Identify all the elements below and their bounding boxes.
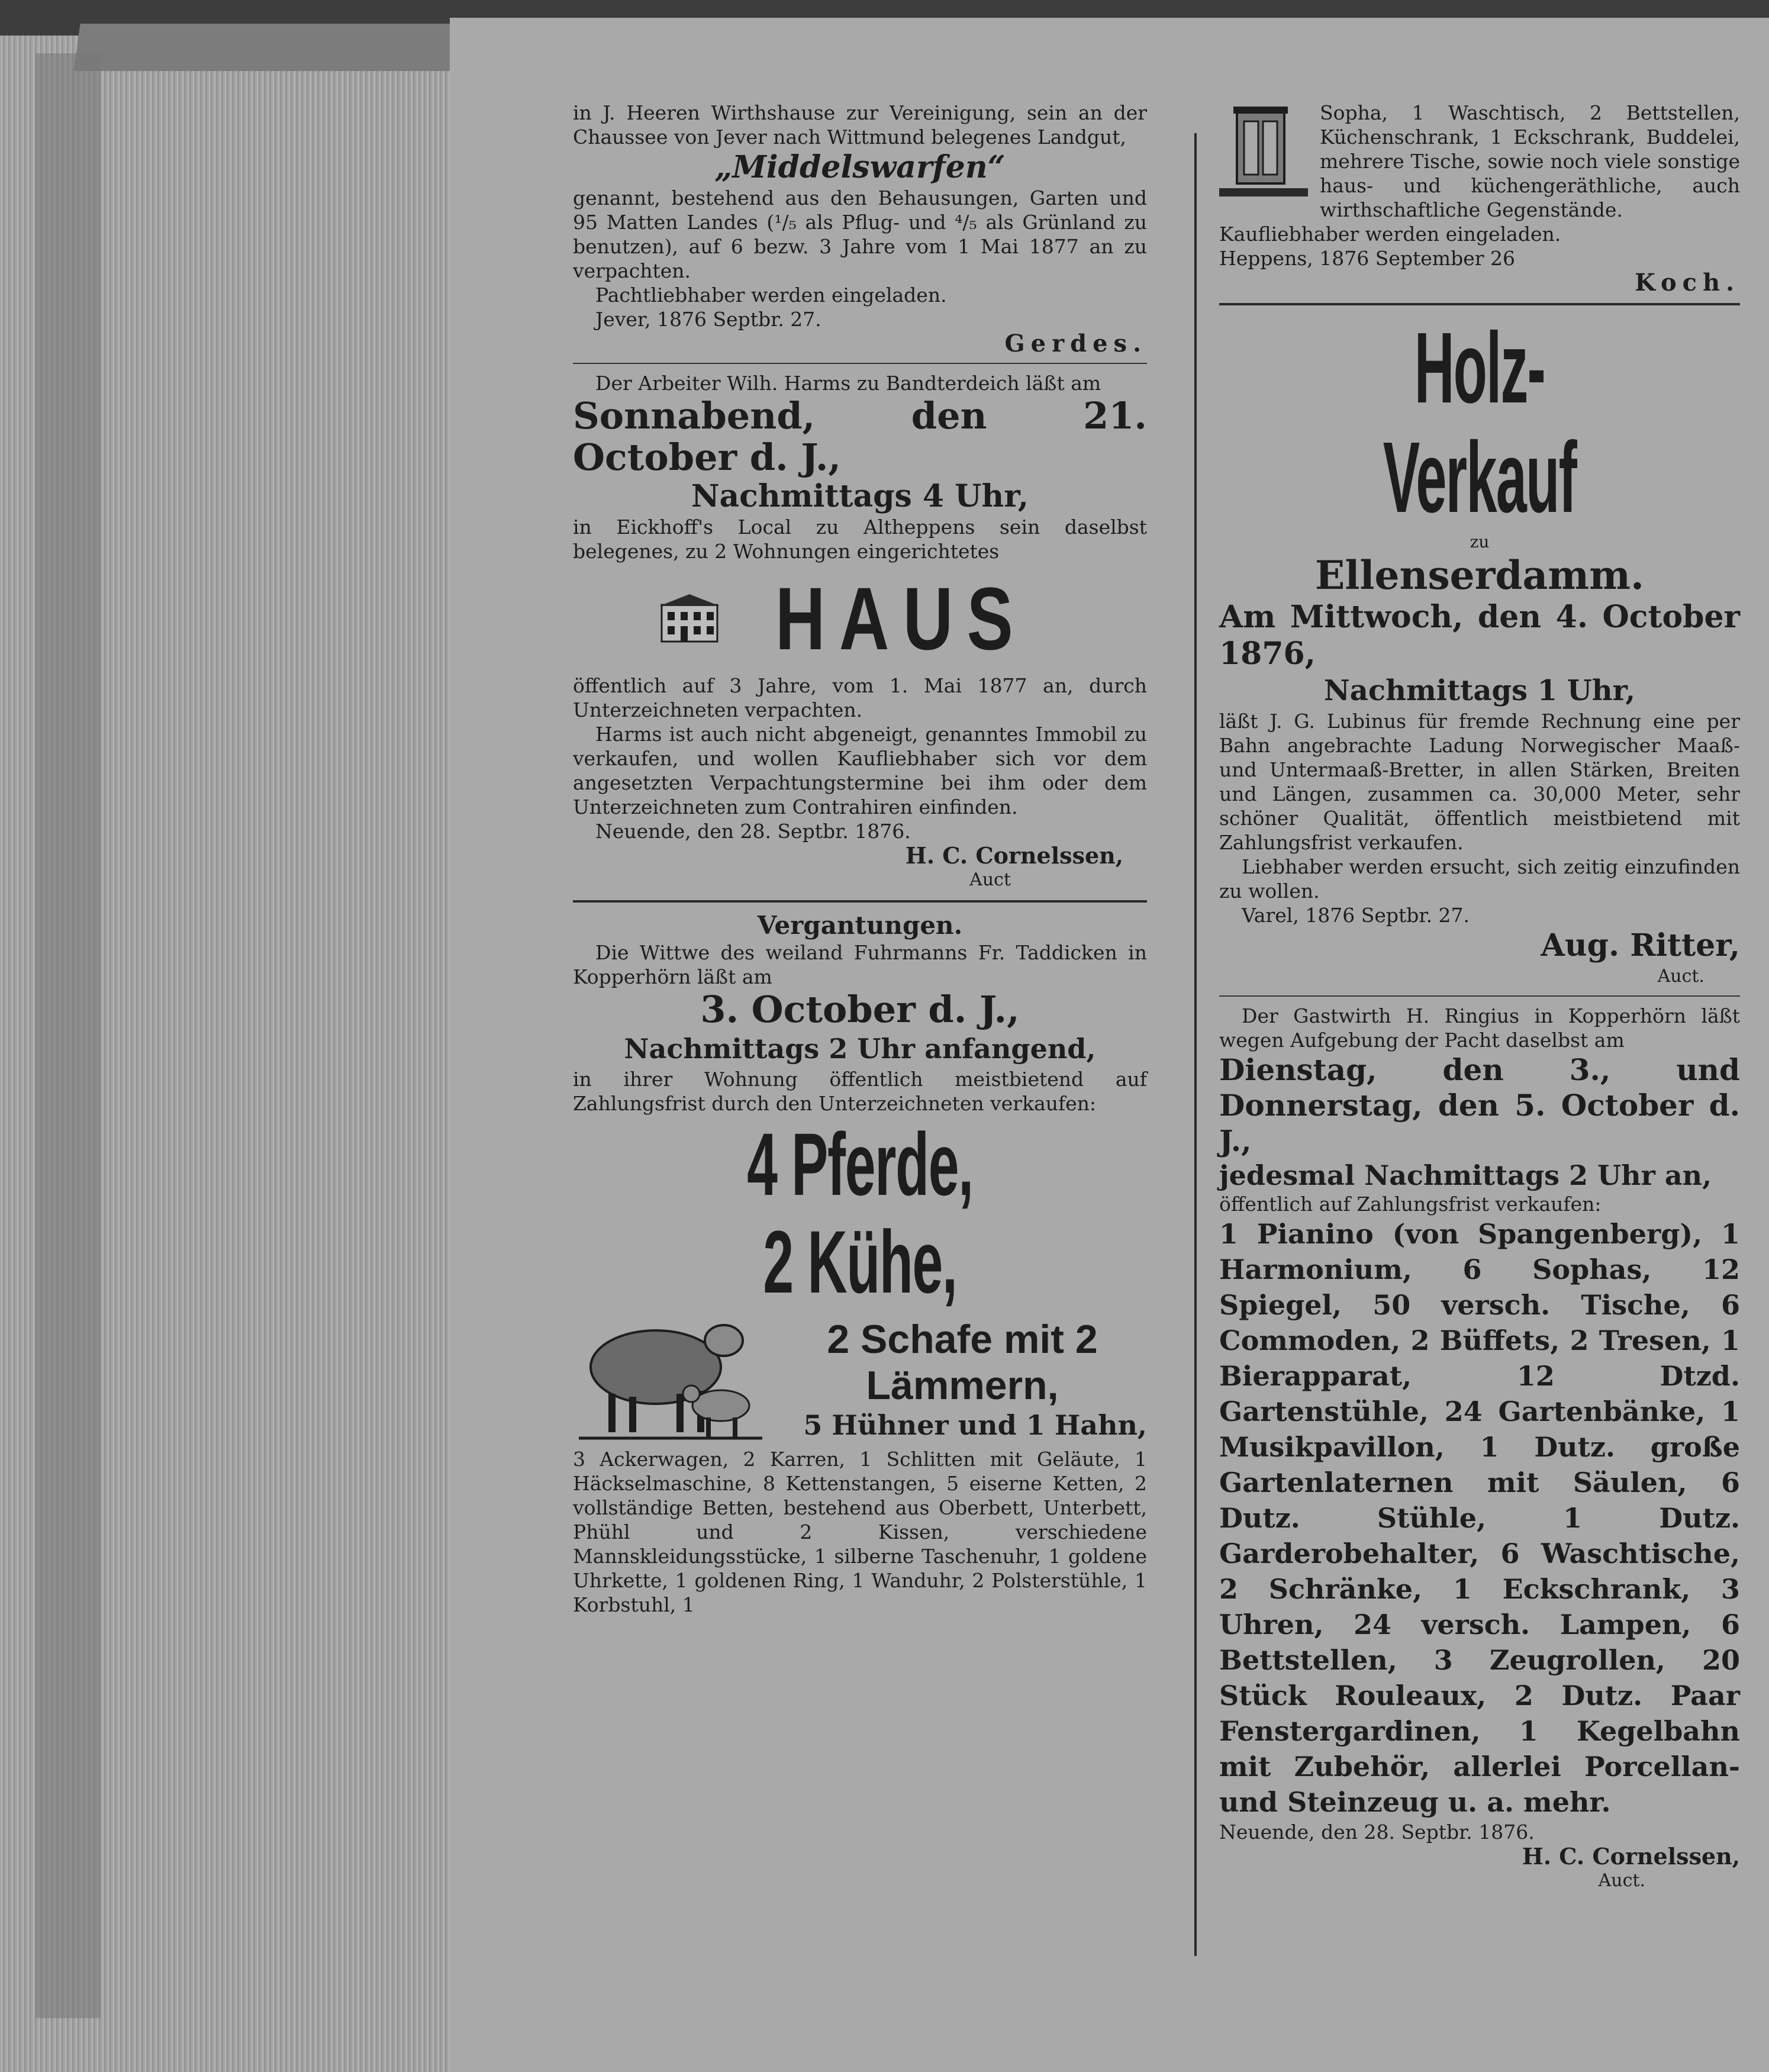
ad-body: genannt, bestehend aus den Behausungen, Garten und 95 Matten Landes (¹/₅ als Pflug- und ⁴/₅ als Grünland zu benutzen), auf 6 bezw. 3 Jahre vom 1 Mai 1877 an zu verpachten.: [573, 186, 1147, 282]
ad-dateline: Neuende, den 28. Septbr. 1876.: [595, 820, 911, 843]
divider: [1219, 303, 1740, 305]
ad-vergantungen: [573, 911, 1147, 1617]
ad-zu: zu: [1470, 532, 1490, 552]
ad-intro: Die Wittwe des weiland Fuhrmanns Fr. Taddicken in Kopperhörn läßt am: [573, 941, 1147, 988]
ad-holz-verkauf: [1219, 314, 1740, 988]
ad-item-huehner: 5 Hühner und 1 Hahn,: [803, 1409, 1147, 1441]
ad-place: in Eickhoff's Local zu Altheppens sein daselbst belegenes, zu 2 Wohnungen eingerichtetes: [573, 515, 1147, 563]
ad-body: öffentlich auf 3 Jahre, vom 1. Mai 1877 an, durch Unterzeichneten verpachten.: [573, 674, 1147, 721]
ad-item-pferde: 4 Pferde,: [747, 1114, 973, 1214]
ad-invite: Pachtliebhaber werden eingeladen.: [595, 283, 947, 307]
haus-headline-row: [573, 568, 1147, 669]
house-icon: [657, 592, 722, 645]
ad-date: Am Mittwoch, den 4. October 1876,: [1219, 599, 1740, 672]
ad-place: Ellenserdamm.: [1315, 552, 1644, 598]
ad-time: Nachmittags 1 Uhr,: [1323, 674, 1636, 707]
column-right: [1219, 101, 1740, 1893]
ad-body: Sopha, 1 Waschtisch, 2 Bettstellen, Küchenschrank, 1 Eckschrank, Buddelei, mehrere Tische, sowie noch viele sonstige haus- und küchengeräthliche, auch wirthschaftliche Gegenstände.: [1320, 101, 1740, 221]
ad-date: 3. October d. J.,: [700, 988, 1020, 1031]
ad-ringius: [1219, 1004, 1740, 1893]
ad-time: Nachmittags 2 Uhr anfangend,: [624, 1033, 1096, 1065]
ad-middelswarfen: [573, 101, 1147, 356]
wardrobe-icon: [1219, 101, 1308, 201]
ad-dateline: Jever, 1876 Septbr. 27.: [595, 308, 821, 331]
ad-signature-title: Auct.: [1598, 1870, 1645, 1891]
ad-dateline: Neuende, den 28. Septbr. 1876.: [1219, 1820, 1535, 1844]
ad-signature: Aug. Ritter,: [1541, 927, 1740, 964]
ad-time: jedesmal Nachmittags 2 Uhr an,: [1219, 1159, 1712, 1191]
ad-invite: Liebhaber werden ersucht, sich zeitig einzufinden zu wollen.: [1219, 855, 1740, 903]
ad-item-schafe: 2 Schafe mit 2 Lämmern,: [827, 1317, 1098, 1408]
ad-signature: H. C. Cornelssen,: [1522, 1843, 1740, 1870]
book-binding: [36, 53, 101, 2018]
ad-sub: öffentlich auf Zahlungsfrist verkaufen:: [1219, 1193, 1602, 1216]
ad-item-list: 1 Pianino (von Spangenberg), 1 Harmonium, 6 Sophas, 12 Spiegel, 50 versch. Tische, 6 Commoden, 2 Büffets, 2 Tresen, 1 Bierapparat, 12 Dtzd. Gartenstühle, 24 Gartenbänke, 1 Musikpavillon, 1 Dutz. große Gartenlaternen mit Säulen, 6 Dutz. Stühle, 1 Dutz. Garderobehalter, 6 Waschtische, 2 Schränke, 1 Eckschrank, 3 Uhren, 24 versch. Lampen, 6 Bettstellen, 3 Zeugrollen, 20 Stück Rouleaux, 2 Dutz. Paar Fenstergardinen, 1 Kegelbahn mit Zubehör, allerlei Porcellan- und Steinzeug u. a. mehr.: [1219, 1218, 1740, 1818]
ad-date: Dienstag, den 3., und Donnerstag, den 5. October d. J.,: [1219, 1052, 1740, 1158]
ad-dateline: Varel, 1876 Septbr. 27.: [1242, 904, 1470, 927]
sheep-row: [573, 1311, 1147, 1447]
ad-dateline: Heppens, 1876 September 26: [1219, 247, 1515, 270]
book-top-edge: [73, 24, 459, 71]
ad-haus: [573, 371, 1147, 892]
ad-koch: [1219, 101, 1740, 295]
ad-signature-title: Auct: [969, 869, 1011, 890]
ad-item-kuehe: 2 Kühe,: [763, 1212, 957, 1311]
ad-place: in ihrer Wohnung öffentlich meistbietend auf Zahlungsfrist durch den Unterzeichneten verkaufen:: [573, 1068, 1147, 1115]
ad-intro: Der Gastwirth H. Ringius in Kopperhörn läßt wegen Aufgebung der Pacht daselbst am: [1219, 1004, 1740, 1052]
ad-invite: Kaufliebhaber werden eingeladen.: [1219, 223, 1561, 246]
divider: [573, 363, 1147, 364]
column-divider: [1194, 133, 1197, 1956]
ad-signature: H. C. Cornelssen,: [905, 842, 1123, 869]
ad-headline: Holz-Verkauf: [1383, 312, 1577, 534]
ad-koch-row: [1219, 101, 1740, 222]
ad-item-list: 3 Ackerwagen, 2 Karren, 1 Schlitten mit Geläute, 1 Häckselmaschine, 8 Kettenstangen, 5 eiserne Ketten, 2 vollständige Betten, bestehend aus Oberbett, Unterbett, Phühl und 2 Kissen, verschiedene Mannskleidungsstücke, 1 silberne Taschenuhr, 1 goldene Uhrkette, 1 goldenen Ring, 1 Wanduhr, 2 Polsterstühle, 1 Korbstuhl, 1: [573, 1448, 1147, 1616]
ad-headline-haus: HAUS: [775, 569, 1027, 668]
ad-intro: Der Arbeiter Wilh. Harms zu Bandterdeich läßt am: [595, 372, 1101, 395]
ad-signature: Koch.: [1635, 269, 1740, 297]
ad-date: Sonnabend, den 21. October d. J.,: [573, 394, 1147, 479]
ad-signature: Gerdes.: [1004, 330, 1147, 357]
ad-intro: in J. Heeren Wirthshause zur Vereinigung, sein an der Chaussee von Jever nach Wittmund belegenes Landgut,: [573, 101, 1147, 149]
divider: [573, 900, 1147, 903]
ad-property-name: „Middelswarfen“: [714, 149, 1006, 185]
divider: [1219, 995, 1740, 997]
sheep-icon: [573, 1311, 768, 1447]
ad-signature-title: Auct.: [1657, 966, 1704, 987]
ad-body: läßt J. G. Lubinus für fremde Rechnung eine per Bahn angebrachte Ladung Norwegischer Maaß- und Untermaaß-Bretter, in allen Stärken, Breiten und Längen, zusammen ca. 30,000 Meter, sehr schöner Qualität, öffentlich meistbietend mit Zahlungsfrist verkaufen.: [1219, 710, 1740, 854]
ad-body-2: Harms ist auch nicht abgeneigt, genanntes Immobil zu verkaufen, und wollen Kaufliebhaber sich vor dem angesetzten Verpachtungstermine bei ihm oder dem Unterzeichneten zum Contrahiren einfinden.: [573, 723, 1147, 819]
column-left: [573, 101, 1147, 1617]
ad-heading: Vergantungen.: [757, 911, 963, 940]
ad-time: Nachmittags 4 Uhr,: [691, 478, 1029, 514]
